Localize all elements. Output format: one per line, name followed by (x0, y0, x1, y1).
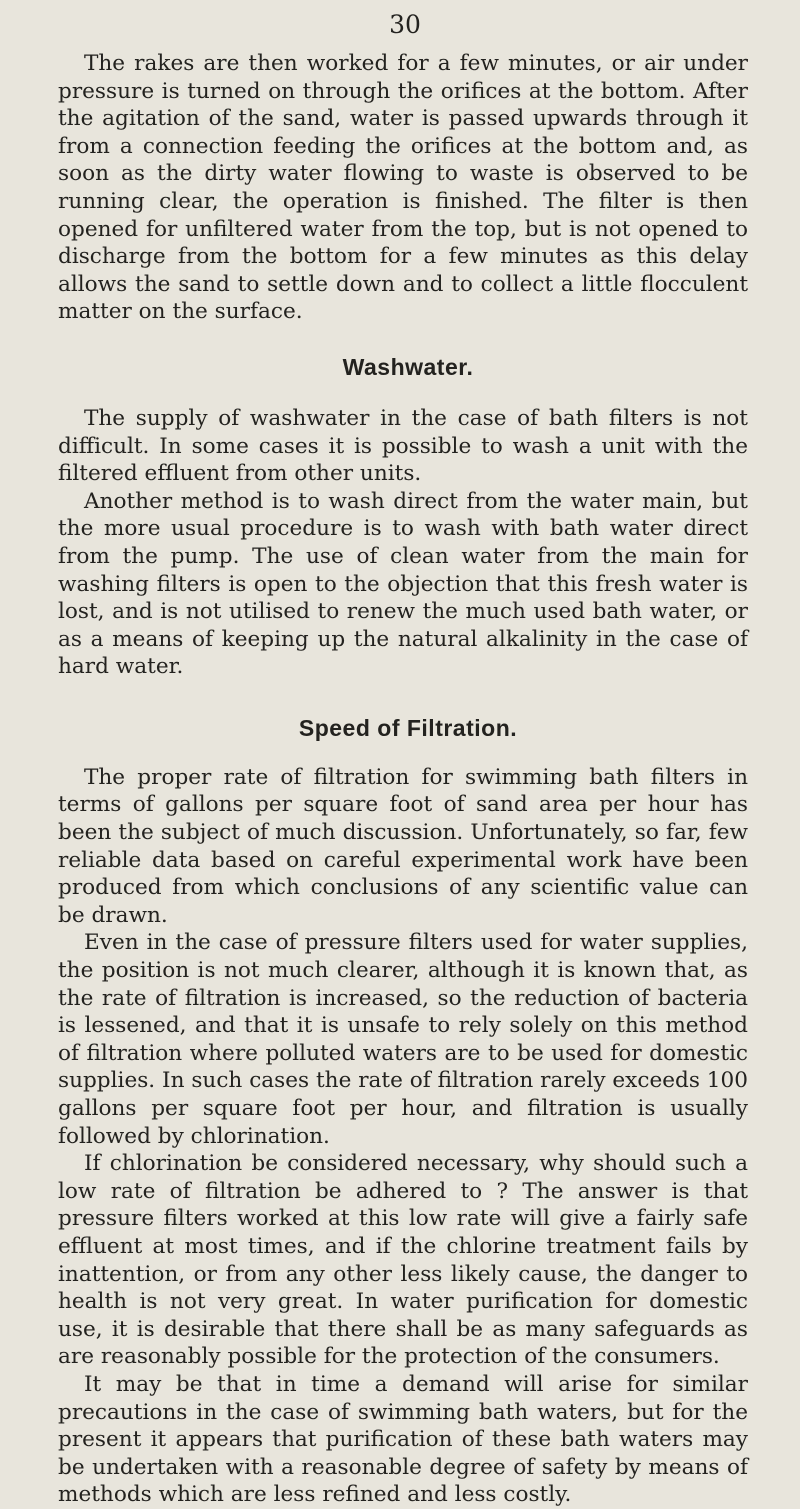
heading-washwater: Washwater. (342, 353, 474, 380)
paragraph-speed-3: If chlorination be considered necessary, why should such a low rate of filtration be adhered to ? The answer is that pressure filters worked at this low rate will give a fairly safe effluent at most times, and if the chlorine treatment fails by inattention, or from any other less likely cause, the danger to health is not very great. In water purification for domestic use, it is desirable that there shall be as many safeguards as are reasonably possible for the protection of the consumers. (58, 1151, 748, 1370)
paragraph-speed-2: Even in the case of pressure filters used for water supplies, the position is not much clearer, although it is known that, as the rate of filtration is increased, so the reduction of bacteria is lessened, and that it is unsafe to rely solely on this method of filtration where polluted waters are to be used for domestic supplies. In such cases the rate of filtration rarely exceeds 100 gallons per square foot per hour, and filtration is usually followed by chlorination. (58, 930, 748, 1149)
paragraph-speed-4: It may be that in time a demand will arise for similar precautions in the case of swimming bath waters, but for the present it appears that purification of these bath waters may be undertaken with a reasonable degree of safety by means of methods which are less refined and less costly. (58, 1371, 748, 1508)
heading-speed-of-filtration: Speed of Filtration. (298, 714, 518, 741)
paragraph-speed-1: The proper rate of filtration for swimming bath filters in terms of gallons per square foot of sand area per hour has been the subject of much discussion. Unfortunately, so far, few reliable data based on careful experimental work have been produced from which conclusions of any scientific value can be drawn. (58, 764, 748, 928)
paragraph-intro: The rakes are then worked for a few minutes, or air under pressure is turned on through the orifices at the bottom. After the agitation of the sand, water is passed upwards through it from a connection feeding the orifices at the bottom and, as soon as the dirty water flowing to waste is observed to be running clear, the operation is finished. The filter is then opened for unfiltered water from the top, but is not opened to discharge from the bottom for a few minutes as this delay allows the sand to settle down and to collect a little flocculent matter on the surface. (58, 51, 748, 325)
page-number: 30 (389, 10, 421, 39)
paragraph-washwater-1: The supply of washwater in the case of bath filters is not difficult. In some cases it is possible to wash a unit with the filtered effluent from other units. (58, 405, 748, 487)
paragraph-washwater-2: Another method is to wash direct from the water main, but the more usual procedure is to wash with bath water direct from the pump. The use of clean water from the main for washing filters is open to the objection that this fresh water is lost, and is not utilised to renew the much used bath water, or as a means of keeping up the natural alkalinity in the case of hard water. (58, 488, 748, 680)
